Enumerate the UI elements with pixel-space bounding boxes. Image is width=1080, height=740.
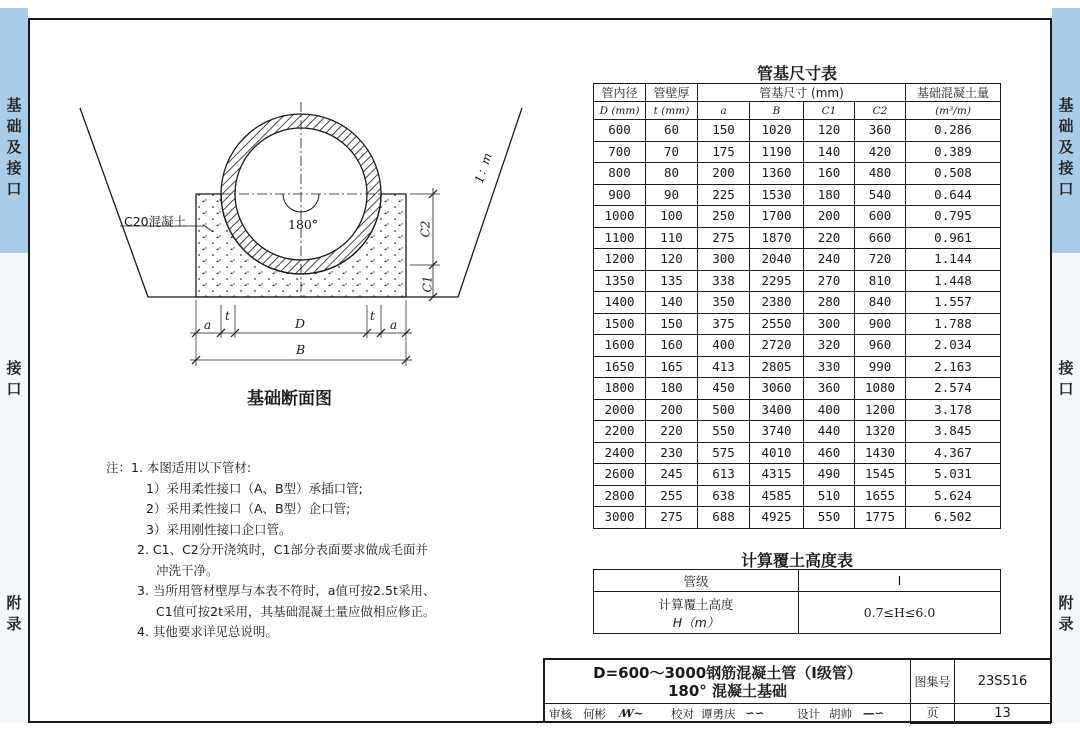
table-cell: 0.286 [906,120,1001,142]
cover-height-label [594,592,799,634]
subheader: (m³/m) [906,102,1001,120]
slope-label: 1：m [471,151,495,185]
table-cell: 490 [804,464,855,486]
table-cell: 1430 [855,442,906,464]
table-cell: 1080 [855,378,906,400]
table-cell: 480 [855,163,906,185]
table-row [594,442,1001,464]
table-cell: 510 [804,485,855,507]
dim-label-a-right: a [390,318,398,332]
side-tab-label-right-top[interactable]: 基 础 及 接 口 [1058,96,1074,198]
col-header-inner-diameter: 管内径 [594,84,646,102]
table-cell: 1360 [750,163,804,185]
table-cell: 80 [646,163,698,185]
table-cell: 300 [804,313,855,335]
table-cell: 540 [855,184,906,206]
subheader: B [750,102,804,120]
table-cell: 1400 [594,292,646,314]
signature-row [545,704,1051,724]
table-cell: 220 [646,421,698,443]
table-cell: 900 [855,313,906,335]
dim-label-t-left: t [225,309,230,323]
dim-label-d: D [295,316,306,331]
table-cell: 110 [646,227,698,249]
checker-signature: ∽∽ [745,706,765,720]
table-cell: 4925 [750,507,804,529]
table-cell: 1100 [594,227,646,249]
table-row [594,485,1001,507]
table-cell: 4010 [750,442,804,464]
table-cell: 375 [698,313,750,335]
table-cell: 60 [646,120,698,142]
table-cell: 200 [804,206,855,228]
drawing-main-title [545,660,911,704]
check-label: 校对 [671,707,694,721]
note-line: 注：1. 本图适用以下管材: [106,460,252,475]
side-tab-label-left-mid[interactable]: 接 口 [6,359,22,398]
table-cell: 1350 [594,270,646,292]
table-cell: 0.961 [906,227,1001,249]
table-cell: 180 [646,378,698,400]
table-cell: 2000 [594,399,646,421]
atlas-number: 23S516 [955,660,1051,704]
table-cell: 2040 [750,249,804,271]
table-row [594,399,1001,421]
table-cell: 638 [698,485,750,507]
table-cell: 400 [804,399,855,421]
table-cell: 120 [646,249,698,271]
angle-label: 180° [288,217,319,232]
table-cell: 140 [804,141,855,163]
table-cell: 338 [698,270,750,292]
note-line: 2. C1、C2分开浇筑时，C1部分表面要求做成毛面并 [137,542,428,557]
dim-table-body [594,120,1001,529]
table-cell: 1000 [594,206,646,228]
table-cell: 320 [804,335,855,357]
table-row [594,356,1001,378]
table-cell: 2800 [594,485,646,507]
table-cell: 413 [698,356,750,378]
table-cell: 1.144 [906,249,1001,271]
table-cell: 200 [646,399,698,421]
note-line: 4. 其他要求详见总说明。 [137,624,278,639]
table-cell: 330 [804,356,855,378]
table-cell: 3.845 [906,421,1001,443]
table-row [594,335,1001,357]
table-cell: 420 [855,141,906,163]
table-cell: 100 [646,206,698,228]
dim-label-b: B [296,342,306,357]
table-cell: 6.502 [906,507,1001,529]
table-cell: 160 [646,335,698,357]
table-cell: 575 [698,442,750,464]
designer-name: 胡帅 [829,707,852,721]
side-tab-label-left-top[interactable]: 基 础 及 接 口 [6,96,22,198]
dim-table [593,83,1001,529]
subheader: a [698,102,750,120]
table-cell: 70 [646,141,698,163]
table-cell: 440 [804,421,855,443]
table-cell: 3.178 [906,399,1001,421]
col-header-wall-thickness: 管壁厚 [646,84,698,102]
table-cell: 165 [646,356,698,378]
table-cell: 1190 [750,141,804,163]
table-cell: 900 [594,184,646,206]
table-cell: 140 [646,292,698,314]
drawing-main-title-line2: 180° 混凝土基础 [667,682,788,700]
foundation-section-drawing [60,90,560,380]
dim-label-c2: C2 [418,220,433,238]
table-cell: 1545 [855,464,906,486]
table-cell: 840 [855,292,906,314]
cover-grade-value: I [799,570,1001,592]
col-header-concrete-volume: 基础混凝土量 [906,84,1001,102]
table-row [594,507,1001,529]
note-line: 3）采用刚性接口企口管。 [146,521,292,537]
table-cell: 1600 [594,335,646,357]
table-cell: 135 [646,270,698,292]
table-cell: 810 [855,270,906,292]
designer-signature: —∽ [863,706,885,720]
subheader: C2 [855,102,906,120]
table-cell: 1650 [594,356,646,378]
table-cell: 180 [804,184,855,206]
table-cell: 660 [855,227,906,249]
table-row [594,464,1001,486]
table-cell: 1.557 [906,292,1001,314]
table-cell: 3060 [750,378,804,400]
table-cell: 275 [646,507,698,529]
table-cell: 0.644 [906,184,1001,206]
table-row [594,206,1001,228]
table-cell: 2200 [594,421,646,443]
note-line: 冲洗干净。 [156,562,219,578]
concrete-label: C20混凝土 [124,214,187,229]
table-cell: 240 [804,249,855,271]
table-row [594,421,1001,443]
table-row [594,249,1001,271]
reviewer-name: 何彬 [583,707,606,721]
table-cell: 250 [698,206,750,228]
table-cell: 700 [594,141,646,163]
table-cell: 120 [804,120,855,142]
reviewer-signature: ꟿ~ [619,706,644,720]
table-cell: 600 [855,206,906,228]
note-line: C1值可按2t采用，其基础混凝土量应做相应修正。 [156,603,436,619]
side-band-right [1052,253,1080,723]
table-cell: 400 [698,335,750,357]
table-cell: 2380 [750,292,804,314]
table-cell: 90 [646,184,698,206]
table-cell: 2400 [594,442,646,464]
table-cell: 220 [804,227,855,249]
table-cell: 160 [804,163,855,185]
table-cell: 350 [698,292,750,314]
table-cell: 550 [804,507,855,529]
table-cell: 1800 [594,378,646,400]
table-cell: 0.389 [906,141,1001,163]
table-cell: 1320 [855,421,906,443]
table-cell: 150 [698,120,750,142]
atlas-label: 图集号 [911,660,955,704]
page-number: 13 [955,704,1051,724]
drawing-main-title-line1: D=600～3000钢筋混凝土管（Ⅰ级管） [593,664,862,682]
table-row [594,227,1001,249]
table-cell: 1775 [855,507,906,529]
table-cell: 2295 [750,270,804,292]
table-cell: 270 [804,270,855,292]
table-cell: 4585 [750,485,804,507]
table-cell: 5.624 [906,485,1001,507]
table-cell: 255 [646,485,698,507]
cover-table [593,569,1001,634]
table-cell: 1655 [855,485,906,507]
table-cell: 960 [855,335,906,357]
notes [106,458,526,643]
table-cell: 1500 [594,313,646,335]
table-cell: 2805 [750,356,804,378]
table-row [594,378,1001,400]
table-cell: 360 [804,378,855,400]
table-cell: 225 [698,184,750,206]
table-cell: 280 [804,292,855,314]
table-cell: 3740 [750,421,804,443]
dim-table-title: 管基尺寸表 [756,64,837,83]
side-tab-label-right-bottom[interactable]: 附 录 [1058,594,1074,633]
table-cell: 150 [646,313,698,335]
table-row [594,163,1001,185]
cover-height-label-line2: H（m） [672,614,720,630]
dim-label-t-right: t [370,309,375,323]
table-cell: 2.574 [906,378,1001,400]
dim-label-c1: C1 [420,275,435,293]
drawing-title: 基础断面图 [247,389,332,409]
table-cell: 4.367 [906,442,1001,464]
table-row [594,270,1001,292]
col-header-foundation-size: 管基尺寸 (mm) [698,84,906,102]
review-label: 审核 [549,707,572,721]
checker-name: 谭勇庆 [701,707,736,721]
table-cell: 1870 [750,227,804,249]
side-tab-label-right-mid[interactable]: 接 口 [1058,359,1074,398]
table-cell: 0.795 [906,206,1001,228]
table-cell: 990 [855,356,906,378]
table-cell: 4315 [750,464,804,486]
table-row [594,184,1001,206]
table-cell: 2720 [750,335,804,357]
table-cell: 613 [698,464,750,486]
cover-height-value: 0.7≤H≤6.0 [799,592,1001,634]
table-cell: 2.034 [906,335,1001,357]
table-cell: 460 [804,442,855,464]
table-cell: 3400 [750,399,804,421]
table-cell: 360 [855,120,906,142]
table-cell: 1530 [750,184,804,206]
table-cell: 1200 [594,249,646,271]
table-cell: 5.031 [906,464,1001,486]
table-row [594,292,1001,314]
table-cell: 200 [698,163,750,185]
table-cell: 500 [698,399,750,421]
table-cell: 720 [855,249,906,271]
table-cell: 1200 [855,399,906,421]
table-cell: 2600 [594,464,646,486]
table-cell: 175 [698,141,750,163]
table-row [594,141,1001,163]
title-block [543,658,1051,722]
side-band-left [0,253,28,723]
table-cell: 245 [646,464,698,486]
table-cell: 1.448 [906,270,1001,292]
table-cell: 2.163 [906,356,1001,378]
table-cell: 450 [698,378,750,400]
subheader: C1 [804,102,855,120]
table-cell: 3000 [594,507,646,529]
cover-grade-label: 管级 [594,570,799,592]
cover-height-label-line1: 计算覆土高度 [658,596,734,612]
table-cell: 0.508 [906,163,1001,185]
table-cell: 800 [594,163,646,185]
table-cell: 230 [646,442,698,464]
design-label: 设计 [797,707,820,721]
dim-label-a-left: a [204,318,212,332]
side-tab-label-left-bottom[interactable]: 附 录 [6,594,22,633]
table-cell: 600 [594,120,646,142]
note-line: 3. 当所用管材壁厚与本表不符时，a值可按2.5t采用、 [137,583,436,598]
cover-table-title: 计算覆土高度表 [740,551,853,570]
table-cell: 1700 [750,206,804,228]
table-cell: 300 [698,249,750,271]
table-cell: 275 [698,227,750,249]
table-cell: 688 [698,507,750,529]
page-label: 页 [911,704,955,724]
table-cell: 550 [698,421,750,443]
note-line: 2）采用柔性接口（A、B型）企口管; [146,501,351,516]
table-row [594,313,1001,335]
subheader: D (mm) [594,102,646,120]
note-line: 1）采用柔性接口（A、B型）承插口管; [146,480,363,496]
table-row [594,120,1001,142]
table-cell: 2550 [750,313,804,335]
table-cell: 1020 [750,120,804,142]
subheader: t (mm) [646,102,698,120]
table-cell: 1.788 [906,313,1001,335]
